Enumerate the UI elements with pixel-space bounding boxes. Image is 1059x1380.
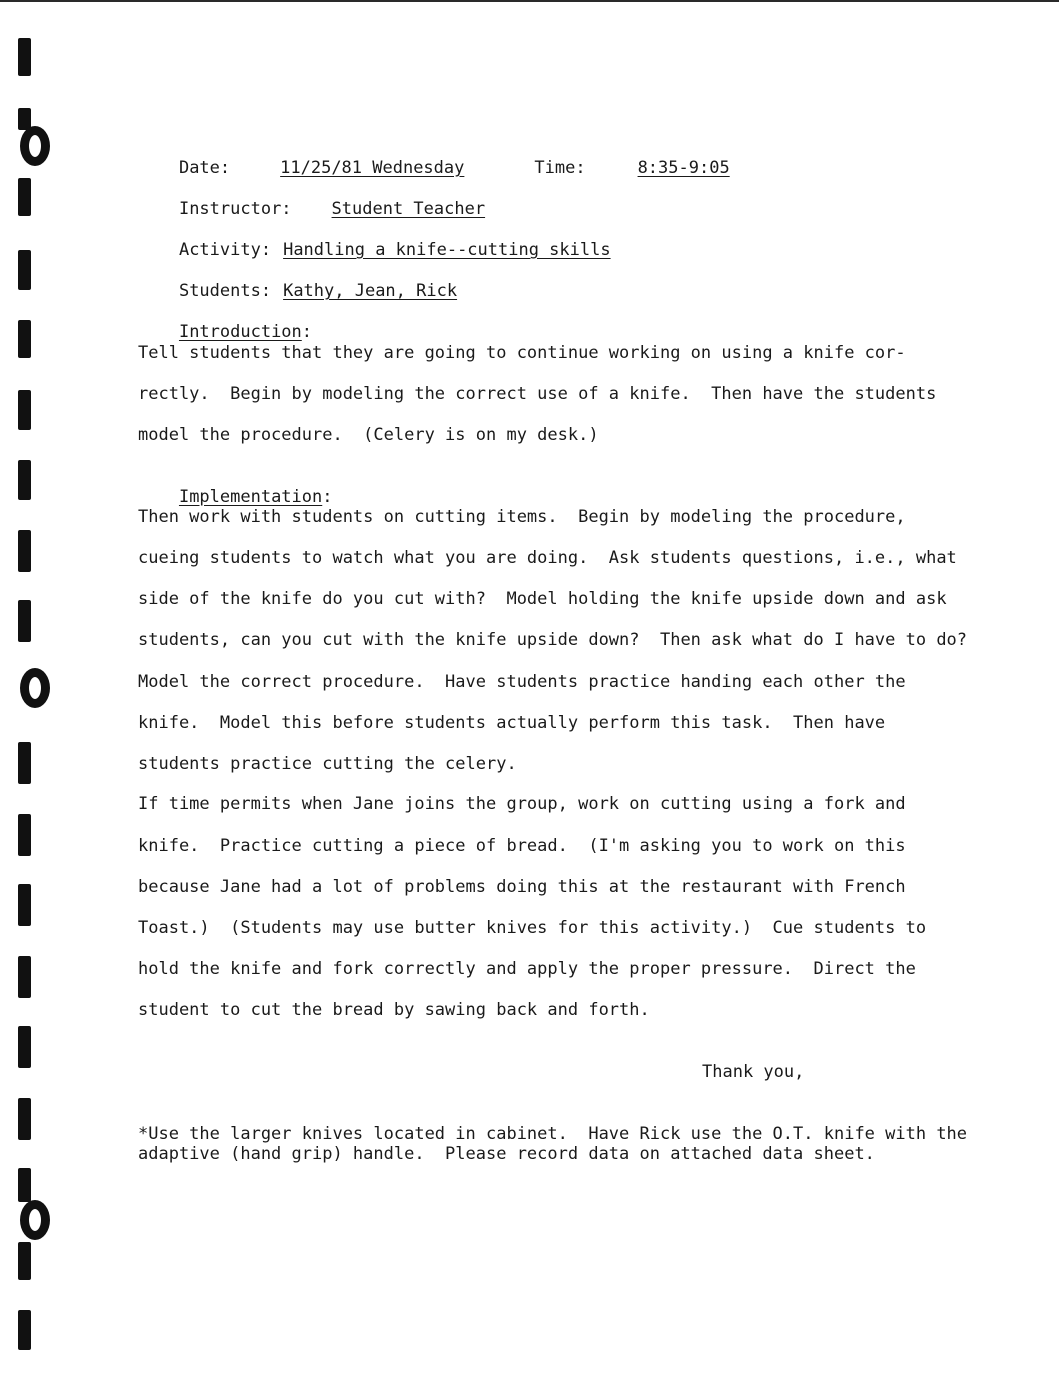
- students-label: Students:: [178, 281, 272, 301]
- binder-ring-hole: [20, 1200, 50, 1240]
- footnote-line: adaptive (hand grip) handle. Please record data on attached data sheet.: [138, 1144, 875, 1164]
- introduction-heading-text: Introduction: [178, 322, 302, 342]
- binder-ring-hole: [20, 668, 50, 708]
- binder-punch-mark: [18, 390, 31, 430]
- binder-punch-mark: [18, 1168, 31, 1202]
- paragraph-line: hold the knife and fork correctly and apply the proper pressure. Direct the: [138, 959, 916, 979]
- footnote-line: *Use the larger knives located in cabinet. Have Rick use the O.T. knife with the: [138, 1124, 968, 1144]
- binder-punch-mark: [18, 814, 31, 856]
- activity-value: Handling a knife--cutting skills: [283, 240, 611, 260]
- paragraph-line: cueing students to watch what you are doing. Ask students questions, i.e., what: [138, 548, 957, 568]
- time-label: Time:: [534, 158, 586, 178]
- instructor-label: Instructor:: [178, 199, 292, 219]
- paragraph-line: students practice cutting the celery.: [138, 754, 517, 774]
- students-value: Kathy, Jean, Rick: [283, 281, 458, 301]
- paragraph-line: Toast.) (Students may use butter knives for this activity.) Cue students to: [138, 918, 927, 938]
- binder-punch-mark: [18, 460, 31, 500]
- activity-label: Activity:: [178, 240, 272, 260]
- binder-punch-mark: [18, 1242, 31, 1280]
- paragraph-line: Tell students that they are going to continue working on using a knife cor-: [138, 343, 906, 363]
- binder-punch-mark: [18, 1098, 31, 1140]
- paragraph-line: rectly. Begin by modeling the correct use of a knife. Then have the students: [138, 384, 937, 404]
- paragraph-line: student to cut the bread by sawing back and forth.: [138, 1000, 650, 1020]
- paragraph-line: because Jane had a lot of problems doing this at the restaurant with French: [138, 877, 906, 897]
- paragraph-line: knife. Model this before students actually perform this task. Then have: [138, 713, 886, 733]
- date-value: 11/25/81 Wednesday: [280, 158, 465, 178]
- implementation-heading-text: Implementation: [178, 487, 323, 507]
- binder-punch-mark: [18, 956, 31, 998]
- lesson-plan-document: [138, 0, 968, 1164]
- paragraph-line: model the procedure. (Celery is on my desk.): [138, 425, 599, 445]
- binder-ring-hole: [20, 126, 50, 166]
- paragraph-line: knife. Practice cutting a piece of bread. (I'm asking you to work on this: [138, 836, 906, 856]
- paragraph-line: If time permits when Jane joins the group, work on cutting using a fork and: [138, 794, 906, 814]
- binder-punch-mark: [18, 530, 31, 572]
- binder-punch-mark: [18, 884, 31, 926]
- introduction-heading-colon: :: [301, 322, 313, 342]
- binder-punch-mark: [18, 1310, 31, 1350]
- paragraph-line: Then work with students on cutting items. Begin by modeling the procedure,: [138, 507, 906, 527]
- date-label: Date:: [178, 158, 231, 178]
- paragraph-line: side of the knife do you cut with? Model holding the knife upside down and ask: [138, 589, 947, 609]
- binder-punch-mark: [18, 320, 31, 358]
- binder-punch-mark: [18, 178, 31, 216]
- instructor-value: Student Teacher: [331, 199, 486, 219]
- paragraph-line: students, can you cut with the knife upside down? Then ask what do I have to do?: [138, 630, 968, 650]
- binder-punch-mark: [18, 600, 31, 642]
- binder-punch-mark: [18, 38, 31, 76]
- closing-signoff: Thank you,: [702, 1062, 805, 1082]
- binder-punch-mark: [18, 742, 31, 784]
- binder-punch-mark: [18, 250, 31, 290]
- time-value: 8:35-9:05: [637, 158, 730, 178]
- binder-punch-mark: [18, 1026, 31, 1068]
- implementation-heading-colon: :: [322, 487, 333, 507]
- paragraph-line: Model the correct procedure. Have students practice handing each other the: [138, 672, 906, 692]
